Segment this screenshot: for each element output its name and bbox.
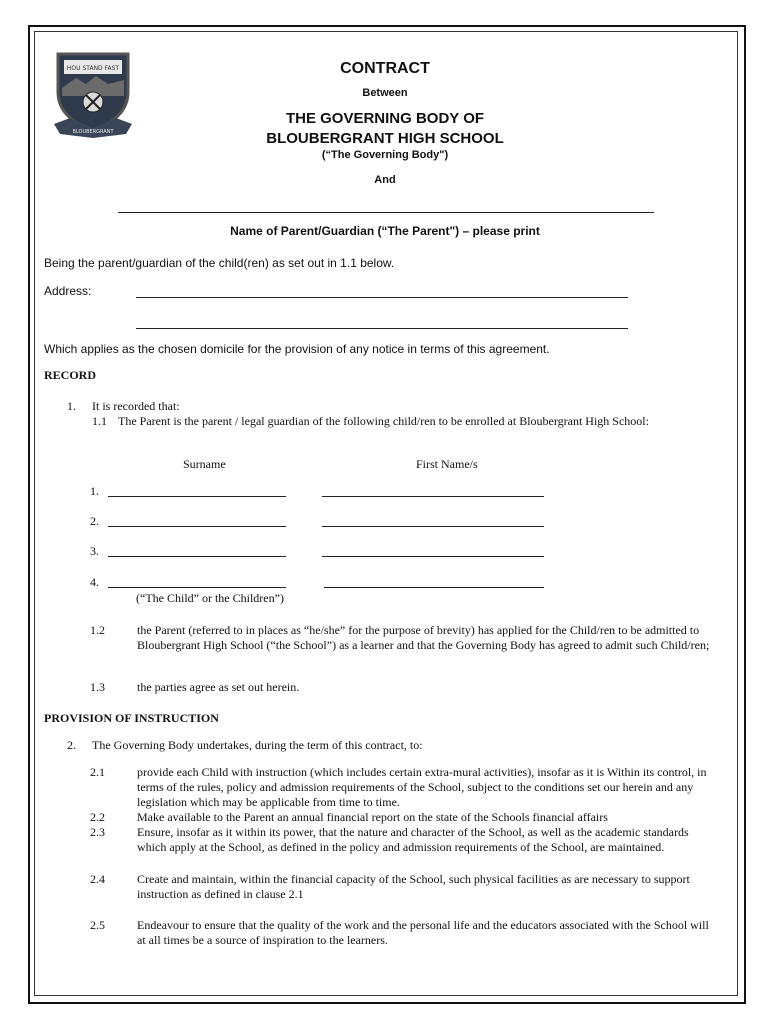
- child-2-firstname-field[interactable]: [322, 526, 544, 527]
- svg-text:HOU STAND FAST: HOU STAND FAST: [66, 65, 120, 72]
- item-1-2-number: 1.2: [90, 623, 105, 637]
- and-label: And: [374, 174, 396, 186]
- parent-name-label: Name of Parent/Guardian (“The Parent") – please print: [230, 224, 540, 238]
- address-line-2-field[interactable]: [136, 328, 628, 329]
- children-alias: (“The Child” or the Children”): [136, 591, 284, 605]
- item-2-text: The Governing Body undertakes, during the term of this contract, to:: [92, 738, 423, 752]
- provision-heading: PROVISION OF INSTRUCTION: [44, 711, 219, 725]
- child-2-surname-field[interactable]: [108, 526, 286, 527]
- item-2-3-text: Ensure, insofar as it within its power, that the nature and character of the School, as well as the academic standards which apply at the School, as defined in the policy and admission requirements of the School, are maintained.: [137, 825, 689, 854]
- item-1-text: It is recorded that:: [92, 399, 180, 413]
- child-row-3-number: 3.: [90, 544, 99, 558]
- contract-title: CONTRACT: [340, 60, 430, 77]
- party1-line2: BLOUBERGRANT HIGH SCHOOL: [266, 130, 504, 147]
- item-1-1-number: 1.1: [92, 414, 107, 428]
- item-1-1-text: The Parent is the parent / legal guardian of the following child/ren to be enrolled at Bloubergrant High School:: [118, 414, 649, 428]
- item-2-2-number: 2.2: [90, 810, 105, 824]
- address-label: Address:: [44, 284, 92, 298]
- item-1-number: 1.: [67, 399, 76, 413]
- surname-column-header: Surname: [183, 457, 226, 471]
- child-1-surname-field[interactable]: [108, 496, 286, 497]
- item-2-1-text: provide each Child with instruction (which includes certain extra-mural activities), insofar as it is Within its control, in terms of the rules, policy and admission requirements of the School, subject to the conditions set our herein and any legislation which may be applicable from time to time.: [137, 765, 707, 809]
- item-2-5-text: Endeavour to ensure that the quality of the work and the personal life and the educators associated with the School will at all times be a source of inspiration to the learners.: [137, 918, 709, 947]
- party1-alias: (“The Governing Body"): [321, 149, 449, 161]
- item-2-3-number: 2.3: [90, 825, 105, 839]
- child-row-2-number: 2.: [90, 514, 99, 528]
- child-1-firstname-field[interactable]: [322, 496, 544, 497]
- item-1-3-number: 1.3: [90, 680, 105, 694]
- svg-text:BLOUBERGRANT: BLOUBERGRANT: [72, 129, 114, 135]
- child-3-surname-field[interactable]: [108, 556, 286, 557]
- parent-name-field[interactable]: [118, 212, 654, 213]
- item-2-number: 2.: [67, 738, 76, 752]
- item-1-2-text: the Parent (referred to in places as “he/she” for the purpose of brevity) has applied for the Child/ren to be admitted to Bloubergrant High School (“the School”) as a learner and that the Governing Body has agreed to admit such Child/ren;: [137, 623, 710, 652]
- child-4-firstname-field[interactable]: [324, 587, 544, 588]
- party1-line1: THE GOVERNING BODY OF: [285, 110, 485, 127]
- child-row-1-number: 1.: [90, 484, 99, 498]
- item-1-3-text: the parties agree as set out herein.: [137, 680, 300, 694]
- address-line-1-field[interactable]: [136, 297, 628, 298]
- item-2-5-number: 2.5: [90, 918, 105, 932]
- item-2-2-text: Make available to the Parent an annual financial report on the state of the Schools financial affairs: [137, 810, 608, 824]
- between-label: Between: [362, 87, 408, 99]
- child-row-4-number: 4.: [90, 575, 99, 589]
- firstname-column-header: First Name/s: [416, 457, 478, 471]
- being-parent-text: Being the parent/guardian of the child(ren) as set out in 1.1 below.: [44, 256, 395, 270]
- item-2-4-number: 2.4: [90, 872, 105, 886]
- child-4-surname-field[interactable]: [108, 587, 286, 588]
- record-heading: RECORD: [44, 368, 97, 382]
- item-2-4-text: Create and maintain, within the financial capacity of the School, such physical facilities as are necessary to support instruction as defined in clause 2.1: [137, 872, 690, 901]
- domicile-text: Which applies as the chosen domicile for the provision of any notice in terms of this agreement.: [44, 342, 550, 356]
- item-2-1-number: 2.1: [90, 765, 105, 779]
- child-3-firstname-field[interactable]: [322, 556, 544, 557]
